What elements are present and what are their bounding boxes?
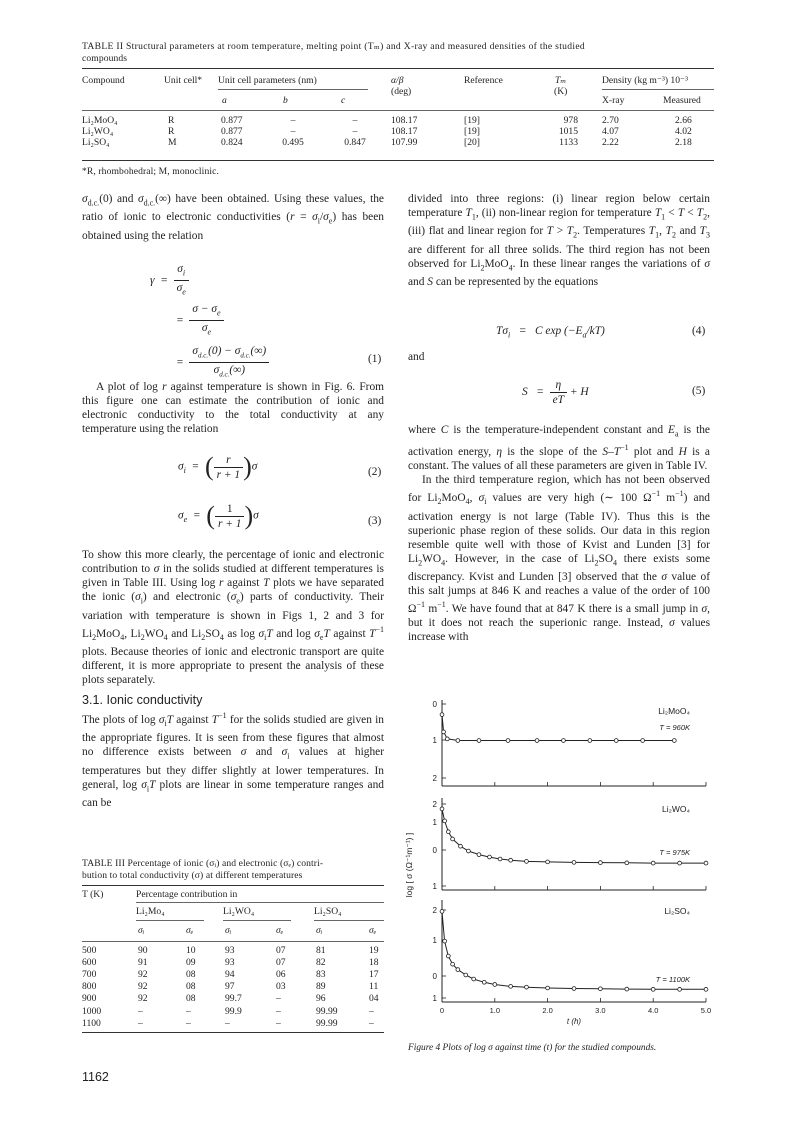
- table2-header-xray: X-ray: [602, 95, 625, 106]
- table-cell: 99.7: [225, 993, 242, 1005]
- table-cell: R: [168, 126, 175, 138]
- table-cell: 108.17: [391, 126, 418, 138]
- table-cell: 93: [225, 945, 235, 956]
- data-point: [482, 980, 486, 984]
- tick-label-y: 0: [432, 700, 437, 709]
- figure-4-chart: [400, 690, 718, 1030]
- data-point: [572, 860, 576, 864]
- table-cell: Li₂MoO₄: [82, 115, 118, 126]
- table2-col-xray: [602, 115, 619, 149]
- table-cell: 96: [316, 993, 326, 1005]
- table-cell: 91: [138, 957, 148, 969]
- table-cell: Li₂SO₄: [82, 137, 110, 149]
- table-cell: 2.66: [675, 115, 692, 126]
- left-para-1: $\sigma_{d.c.}(0)$ and $\sigma_{d.c.}(\infty)$ have been obtained. Using these values, the ratio of ionic to electronic conductivities $(r = \sigma_i/\sigma_e)$ has been obtained using the relation: [82, 193, 384, 242]
- data-point: [464, 973, 468, 977]
- table-cell: 81: [316, 945, 326, 956]
- table-cell: 2.18: [675, 137, 692, 149]
- table-cell: 99.9: [225, 1005, 242, 1017]
- tick-label-y: 1: [432, 736, 437, 745]
- tick-label-y: 2: [432, 906, 437, 915]
- data-point: [625, 987, 629, 991]
- series-label: T = 960K: [659, 723, 690, 732]
- data-point: [445, 737, 449, 741]
- table-cell: 900: [82, 993, 97, 1005]
- table2-col-measured: [675, 115, 692, 149]
- data-point: [442, 730, 446, 734]
- table-cell: 03: [276, 981, 286, 993]
- table-cell: –: [276, 993, 281, 1005]
- table-cell: 0.877: [221, 115, 243, 126]
- data-point: [440, 713, 444, 717]
- table-cell: 97: [225, 981, 235, 993]
- section-title: 3.1. Ionic conductivity: [82, 693, 203, 707]
- data-point: [672, 739, 676, 743]
- data-point: [546, 986, 550, 990]
- table-cell: 500: [82, 945, 97, 956]
- table-cell: 07: [276, 945, 286, 956]
- table3-sub-3: σᵢ: [225, 925, 232, 936]
- table-cell: 10: [186, 945, 196, 956]
- tick-label-x: 2.0: [542, 1006, 553, 1015]
- table-cell: 2.22: [602, 137, 619, 149]
- table-cell: 99.99: [316, 1005, 338, 1017]
- table-cell: –: [369, 1017, 374, 1029]
- table-cell: –: [186, 1017, 191, 1029]
- data-point: [493, 983, 497, 987]
- table-cell: 07: [276, 957, 286, 969]
- table3-sub-2: σₑ: [186, 925, 194, 936]
- table-cell: 978: [563, 115, 578, 126]
- table2-header-reference: Reference: [464, 75, 503, 86]
- tick-label-y: 2: [432, 774, 437, 783]
- table3-compound-3: Li₂SO₄: [314, 906, 342, 917]
- table-cell: M: [168, 137, 177, 149]
- data-point: [562, 739, 566, 743]
- equation-3-number: (3): [368, 515, 382, 527]
- table2-col-a: [221, 115, 243, 149]
- table-cell: 1100: [82, 1017, 101, 1029]
- tick-label-y: 2: [432, 800, 437, 809]
- table-cell: [19]: [464, 126, 480, 138]
- data-point: [446, 830, 450, 834]
- data-point: [467, 849, 471, 853]
- data-point: [446, 954, 450, 958]
- page-number: 1162: [82, 1070, 109, 1084]
- table2-footnote: *R, rhombohedral; M, monoclinic.: [82, 166, 219, 177]
- equation-2: $\sigma_i$ = ( $\frac{r}{r + 1}$ )σ: [178, 452, 258, 481]
- table-cell: 1000: [82, 1005, 102, 1017]
- series-name: Li₂SO₄: [664, 906, 690, 916]
- series-label: T = 975K: [659, 848, 690, 857]
- table2-header-tm: Tₘ (K): [554, 75, 568, 97]
- table2-header-unit-cell: Unit cell*: [164, 75, 203, 86]
- data-point: [599, 987, 603, 991]
- table2-col-b: [278, 115, 308, 149]
- table2-header-density: Density (kg m⁻³) 10⁻³: [602, 75, 688, 86]
- data-point: [440, 807, 444, 811]
- table-cell: –: [369, 1005, 374, 1017]
- data-point: [451, 837, 455, 841]
- table-cell: 93: [225, 957, 235, 969]
- y-axis-label: log [ σ (Ω⁻¹m⁻¹) ]: [404, 832, 414, 898]
- table-cell: 1015: [558, 126, 578, 138]
- table3-rows: [82, 945, 384, 1030]
- data-point: [456, 968, 460, 972]
- table-cell: 4.02: [675, 126, 692, 138]
- table-cell: –: [138, 1017, 143, 1029]
- table3-compound-2: Li₂WO₄: [223, 906, 255, 917]
- data-point: [704, 861, 708, 865]
- tick-label-x: 0: [439, 1006, 445, 1015]
- data-point: [614, 739, 618, 743]
- data-point: [443, 819, 447, 823]
- table-cell: –: [138, 1005, 143, 1017]
- right-para-1: divided into three regions: (i) linear region below certain temperature $T_1$, (ii) non-linear region for temperature $T_1 < T < T_2$, (iii) flat and linear region for $T > T_2$. Temperatures $T_1$, $T_2$ and $T_3$ are different for all three solids. The third region has not been observed for $Li_2MoO_4$. In these linear ranges the variations of σ and S can be represented by the equations: [408, 193, 710, 289]
- table-cell: 0.824: [221, 137, 243, 149]
- table-cell: 90: [138, 945, 148, 956]
- equation-1-number: (1): [368, 353, 382, 365]
- tick-label-x: 5.0: [700, 1006, 712, 1015]
- table-cell: –: [352, 126, 358, 138]
- table2-col-ab: [391, 115, 417, 149]
- table3-caption: TABLE III Percentage of ionic (σᵢ) and electronic (σₑ) contri- bution to total conductivity (σ) at different temperatures: [82, 858, 324, 881]
- data-point: [546, 860, 550, 864]
- table-cell: –: [276, 1005, 281, 1017]
- data-point: [477, 853, 481, 857]
- table-cell: [19]: [464, 115, 480, 126]
- data-point: [477, 739, 481, 743]
- table-cell: 107.99: [391, 137, 418, 149]
- table-cell: 19: [369, 945, 379, 956]
- table2-col-compound: [82, 115, 117, 149]
- table-cell: 11: [369, 981, 379, 993]
- data-point: [525, 860, 529, 864]
- table-cell: 0.877: [221, 126, 243, 138]
- data-point: [535, 739, 539, 743]
- table-cell: 92: [138, 993, 148, 1005]
- table-cell: 08: [186, 981, 196, 993]
- table3-header-group: Percentage contribution in: [136, 889, 238, 900]
- data-point: [651, 861, 655, 865]
- x-axis-label: t (h): [566, 1017, 582, 1026]
- table-cell: 08: [186, 969, 196, 981]
- table-cell: 06: [276, 969, 286, 981]
- table2-header-alpha-beta: α/β (deg): [391, 75, 412, 97]
- table-cell: R: [168, 115, 175, 126]
- table-cell: 04: [369, 993, 379, 1005]
- equation-4: $T\sigma_i = C$ $\exp (-E_a/kT)$: [496, 325, 605, 340]
- table-cell: [20]: [464, 137, 480, 149]
- data-point: [525, 985, 529, 989]
- table2-header-compound: Compound: [82, 75, 125, 86]
- data-point: [456, 739, 460, 743]
- data-point: [599, 861, 603, 865]
- table2-header-measured: Measured: [663, 95, 701, 106]
- table-cell: –: [352, 115, 358, 126]
- table-cell: 94: [225, 969, 235, 981]
- tick-label-x: 1.0: [489, 1006, 501, 1015]
- data-point: [509, 984, 513, 988]
- table-cell: 0.847: [344, 137, 366, 149]
- table2-col-tm: [538, 115, 578, 149]
- table-cell: 99.99: [316, 1017, 338, 1029]
- data-point: [440, 910, 444, 914]
- table3-sub-6: σₑ: [369, 925, 377, 936]
- data-point: [678, 987, 682, 991]
- table-cell: 4.07: [602, 126, 619, 138]
- table-cell: –: [225, 1017, 230, 1029]
- table-cell: 17: [369, 969, 379, 981]
- figure-4-caption: Figure 4 Plots of log σ against time (t) for the studied compounds.: [408, 1043, 657, 1053]
- table2-header-c: c: [341, 95, 346, 106]
- data-point: [572, 987, 576, 991]
- data-point: [498, 857, 502, 861]
- table-cell: 0.495: [282, 137, 304, 149]
- table-cell: 08: [186, 993, 196, 1005]
- equation-5: S = $\frac{\eta}{eT}$ + H: [522, 379, 589, 406]
- data-point: [641, 739, 645, 743]
- table-cell: 600: [82, 957, 97, 969]
- data-point: [506, 739, 510, 743]
- and-word: and: [408, 351, 425, 363]
- table2-col-cell: [168, 115, 177, 149]
- equation-3: $\sigma_e$ = ( $\frac{1}{r + 1}$ )σ: [178, 501, 259, 530]
- left-para-2: A plot of log r against temperature is shown in Fig. 6. From this figure one can estimate the contribution of ionic and electronic conductivity to the total conductivity at any temperature using the relation: [82, 381, 384, 436]
- table3-sub-1: σᵢ: [138, 925, 145, 936]
- right-para-2: where C is the temperature-independent constant and $E_a$ is the activation energy, η is the slope of the $S-T^{-1}$ plot and H is a constant. The values of all these parameters are given in Table IV. In the third temperature region, which has not been observed for $Li_2MoO_4$, $\sigma_i$ values are very high (∼ 100 $\Omega^{-1}$ $m^{-1}$) and activation energy is not large (Table IV). Thus this is the superionic phase region of these solids. Our data in this region resemble quite well with those of Kvist and Lunden [3] for $Li_2WO_4$. However, in the case of $Li_2SO_4$ there exists some discrepancy. Kvist and Lunden [3] observed that the σ value of this salt jumps at 846 K and reaches a value of the order of 100 $\Omega^{-1}$ $m^{-1}$. We have found that at 847 K there is a small jump in σ, but it does not reach the superionic range. Instead, σ values increase with: [408, 424, 711, 644]
- data-point: [704, 987, 708, 991]
- table3-header-t: T (K): [82, 889, 104, 900]
- table2-col-ref: [464, 115, 480, 149]
- equation-4-number: (4): [692, 325, 706, 337]
- left-para-4: The plots of $\log \sigma_iT$ against $T^{-1}$ for the solids studied are given in the appropriate figures. It is seen from these figures that almost no difference exists between σ and $\sigma_i$ values at higher temperatures but they differ slightly at lower temperatures. In general, $\log \sigma_iT$ plots are linear in some temperature ranges and can be: [82, 711, 384, 810]
- tick-label-y: 1: [432, 882, 437, 891]
- tick-label-x: 3.0: [595, 1006, 606, 1015]
- table2-col-c: [340, 115, 370, 149]
- data-point: [651, 987, 655, 991]
- table-cell: –: [186, 1005, 191, 1017]
- table-cell: 92: [138, 969, 148, 981]
- tick-label-y: 1: [432, 994, 437, 1003]
- table-cell: 800: [82, 981, 97, 993]
- table-cell: –: [290, 126, 296, 138]
- data-point: [678, 861, 682, 865]
- table2-caption-line2: compounds: [82, 53, 128, 64]
- data-point: [509, 858, 513, 862]
- table-cell: 83: [316, 969, 326, 981]
- data-point: [488, 855, 492, 859]
- series-name: Li₂WO₄: [661, 804, 690, 814]
- series-line-0: [442, 715, 674, 741]
- table-cell: –: [276, 1017, 281, 1029]
- table3-compound-1: Li₂Mo₄: [136, 906, 165, 917]
- table2-header-a: a: [222, 95, 227, 106]
- table-cell: 82: [316, 957, 326, 969]
- table2-header-params: Unit cell parameters (nm): [218, 75, 317, 86]
- data-point: [451, 962, 455, 966]
- data-point: [459, 844, 463, 848]
- data-point: [588, 739, 592, 743]
- data-point: [443, 939, 447, 943]
- data-point: [625, 861, 629, 865]
- table-cell: 18: [369, 957, 379, 969]
- tick-label-y: 0: [432, 972, 437, 981]
- table-cell: 89: [316, 981, 326, 993]
- tick-label-y: 1: [432, 936, 437, 945]
- table-cell: 700: [82, 969, 97, 981]
- left-para-3: To show this more clearly, the percentage of ionic and electronic contribution to σ in the solids studied at different temperatures is given in Table III. Using log r against T plots we have separated the ionic $(\sigma_i)$ and electronic $(\sigma_e)$ parts of conductivity. Their variation with temperature is shown in Figs 1, 2 and 3 for $Li_2MoO_4$, $Li_2WO_4$ and $Li_2SO_4$ as $\log \sigma_iT$ and $\log \sigma_eT$ against $T^{-1}$ plots. Because theories of ionic and electronic transport are quite different, it is more appropriate to present the analysis of these plots separately.: [82, 549, 384, 687]
- table-cell: 1133: [559, 137, 578, 149]
- tick-label-x: 4.0: [647, 1006, 659, 1015]
- table2-caption: [82, 41, 714, 65]
- series-label: T = 1100K: [655, 975, 690, 984]
- equation-2-number: (2): [368, 466, 382, 478]
- table-cell: 2.70: [602, 115, 619, 126]
- data-point: [472, 977, 476, 981]
- table-cell: –: [290, 115, 296, 126]
- tick-label-y: 1: [432, 818, 437, 827]
- table-cell: 92: [138, 981, 148, 993]
- table2-caption-line1: TABLE II Structural parameters at room temperature, melting point (Tₘ) and X-ray and measured densities of the studied: [82, 41, 585, 52]
- table3-sub-5: σᵢ: [316, 925, 323, 936]
- table-cell: 108.17: [391, 115, 418, 126]
- series-name: Li₂MoO₄: [658, 706, 690, 716]
- table2-header-b: b: [283, 95, 288, 106]
- table3-sub-4: σₑ: [276, 925, 284, 936]
- table-cell: 09: [186, 957, 196, 969]
- tick-label-y: 0: [432, 846, 437, 855]
- table-cell: Li₂WO₄: [82, 126, 114, 138]
- equation-5-number: (5): [692, 385, 706, 397]
